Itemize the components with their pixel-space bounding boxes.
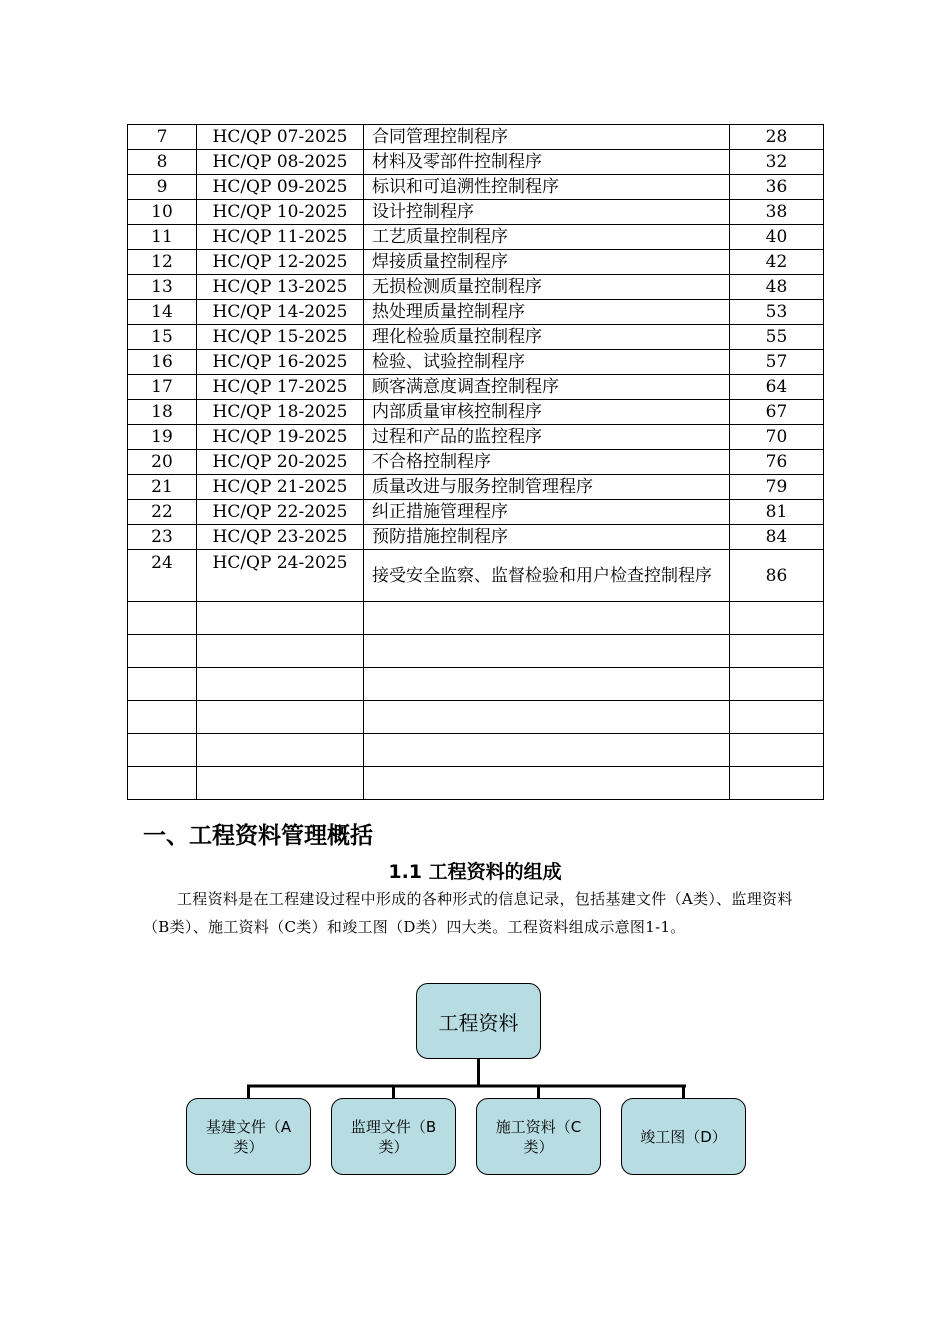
table-row [128, 125, 824, 150]
document-code: HC/QP 14-2025 [197, 300, 364, 325]
table-row [128, 500, 824, 525]
empty-cell [197, 701, 364, 734]
empty-cell [364, 635, 730, 668]
row-number: 21 [128, 475, 197, 500]
empty-table-row [128, 602, 824, 635]
document-code: HC/QP 20-2025 [197, 450, 364, 475]
table-row [128, 300, 824, 325]
page-number: 84 [730, 525, 824, 550]
empty-table-row [128, 701, 824, 734]
row-number: 16 [128, 350, 197, 375]
row-number: 22 [128, 500, 197, 525]
row-number: 13 [128, 275, 197, 300]
procedure-name: 接受安全监察、监督检验和用户检查控制程序 [364, 550, 730, 602]
page-number: 38 [730, 200, 824, 225]
empty-cell [128, 701, 197, 734]
table-row [128, 375, 824, 400]
empty-table-row [128, 668, 824, 701]
row-number: 11 [128, 225, 197, 250]
empty-cell [364, 668, 730, 701]
document-code: HC/QP 08-2025 [197, 150, 364, 175]
empty-cell [197, 602, 364, 635]
empty-cell [128, 668, 197, 701]
empty-cell [364, 767, 730, 800]
document-code: HC/QP 18-2025 [197, 400, 364, 425]
section-heading: 一、工程资料管理概括 [143, 823, 373, 849]
procedure-name: 焊接质量控制程序 [364, 250, 730, 275]
procedure-name: 内部质量审核控制程序 [364, 400, 730, 425]
table-row [128, 400, 824, 425]
document-code: HC/QP 11-2025 [197, 225, 364, 250]
row-number: 24 [128, 550, 197, 602]
diagram-node-b: 监理文件（B类） [331, 1098, 456, 1175]
empty-cell [197, 635, 364, 668]
procedure-name: 标识和可追溯性控制程序 [364, 175, 730, 200]
empty-cell [197, 734, 364, 767]
empty-cell [730, 734, 824, 767]
procedure-name: 无损检测质量控制程序 [364, 275, 730, 300]
table-row [128, 275, 824, 300]
document-index-table [127, 124, 824, 800]
document-code: HC/QP 19-2025 [197, 425, 364, 450]
empty-table-row [128, 635, 824, 668]
page-number: 57 [730, 350, 824, 375]
document-code: HC/QP 24-2025 [197, 550, 364, 602]
row-number: 19 [128, 425, 197, 450]
page-number: 81 [730, 500, 824, 525]
row-number: 23 [128, 525, 197, 550]
procedure-name: 热处理质量控制程序 [364, 300, 730, 325]
table-row [128, 150, 824, 175]
table-row [128, 525, 824, 550]
empty-cell [730, 767, 824, 800]
page-number: 70 [730, 425, 824, 450]
document-code: HC/QP 07-2025 [197, 125, 364, 150]
row-number: 18 [128, 400, 197, 425]
empty-cell [128, 602, 197, 635]
page-number: 36 [730, 175, 824, 200]
empty-cell [364, 602, 730, 635]
table-row [128, 350, 824, 375]
procedure-name: 不合格控制程序 [364, 450, 730, 475]
page-number: 48 [730, 275, 824, 300]
table-row [128, 325, 824, 350]
page-number: 76 [730, 450, 824, 475]
table-row [128, 450, 824, 475]
table-row [128, 425, 824, 450]
document-code: HC/QP 17-2025 [197, 375, 364, 400]
page-number: 86 [730, 550, 824, 602]
empty-cell [730, 602, 824, 635]
document-code: HC/QP 21-2025 [197, 475, 364, 500]
diagram-node-a: 基建文件（A类） [186, 1098, 311, 1175]
page-number: 28 [730, 125, 824, 150]
empty-cell [364, 734, 730, 767]
row-number: 12 [128, 250, 197, 275]
page-number: 67 [730, 400, 824, 425]
row-number: 8 [128, 150, 197, 175]
empty-cell [197, 668, 364, 701]
page-number: 64 [730, 375, 824, 400]
row-number: 14 [128, 300, 197, 325]
procedure-name: 设计控制程序 [364, 200, 730, 225]
subsection-heading: 1.1 工程资料的组成 [388, 861, 562, 883]
procedure-name: 预防措施控制程序 [364, 525, 730, 550]
procedure-name: 工艺质量控制程序 [364, 225, 730, 250]
row-number: 10 [128, 200, 197, 225]
row-number: 9 [128, 175, 197, 200]
page-number: 53 [730, 300, 824, 325]
row-number: 20 [128, 450, 197, 475]
document-code: HC/QP 13-2025 [197, 275, 364, 300]
empty-cell [364, 701, 730, 734]
procedure-name: 过程和产品的监控程序 [364, 425, 730, 450]
empty-cell [730, 635, 824, 668]
diagram-root-node: 工程资料 [416, 983, 541, 1059]
table-row [128, 225, 824, 250]
empty-cell [197, 767, 364, 800]
document-code: HC/QP 10-2025 [197, 200, 364, 225]
row-number: 15 [128, 325, 197, 350]
row-number: 17 [128, 375, 197, 400]
page-number: 42 [730, 250, 824, 275]
procedure-name: 质量改进与服务控制管理程序 [364, 475, 730, 500]
document-code: HC/QP 23-2025 [197, 525, 364, 550]
empty-cell [730, 701, 824, 734]
table-row [128, 475, 824, 500]
procedure-name: 检验、试验控制程序 [364, 350, 730, 375]
empty-table-row [128, 734, 824, 767]
procedure-name: 理化检验质量控制程序 [364, 325, 730, 350]
empty-table-row [128, 767, 824, 800]
document-code: HC/QP 16-2025 [197, 350, 364, 375]
document-code: HC/QP 22-2025 [197, 500, 364, 525]
diagram-node-d: 竣工图（D） [621, 1098, 746, 1175]
table-row [128, 250, 824, 275]
empty-cell [128, 767, 197, 800]
empty-cell [128, 635, 197, 668]
empty-cell [730, 668, 824, 701]
page-number: 32 [730, 150, 824, 175]
procedure-name: 顾客满意度调查控制程序 [364, 375, 730, 400]
empty-cell [128, 734, 197, 767]
table-row [128, 550, 824, 602]
table-row [128, 200, 824, 225]
intro-paragraph: 工程资料是在工程建设过程中形成的各种形式的信息记录，包括基建文件（A类）、监理资料（B类）、施工资料（C类）和竣工图（D类）四大类。工程资料组成示意图1-1。 [143, 890, 793, 936]
document-code: HC/QP 12-2025 [197, 250, 364, 275]
table-row [128, 175, 824, 200]
page-number: 79 [730, 475, 824, 500]
diagram-node-c: 施工资料（C类） [476, 1098, 601, 1175]
document-code: HC/QP 09-2025 [197, 175, 364, 200]
procedure-name: 合同管理控制程序 [364, 125, 730, 150]
procedure-name: 材料及零部件控制程序 [364, 150, 730, 175]
row-number: 7 [128, 125, 197, 150]
page-number: 40 [730, 225, 824, 250]
document-code: HC/QP 15-2025 [197, 325, 364, 350]
page-number: 55 [730, 325, 824, 350]
procedure-name: 纠正措施管理程序 [364, 500, 730, 525]
